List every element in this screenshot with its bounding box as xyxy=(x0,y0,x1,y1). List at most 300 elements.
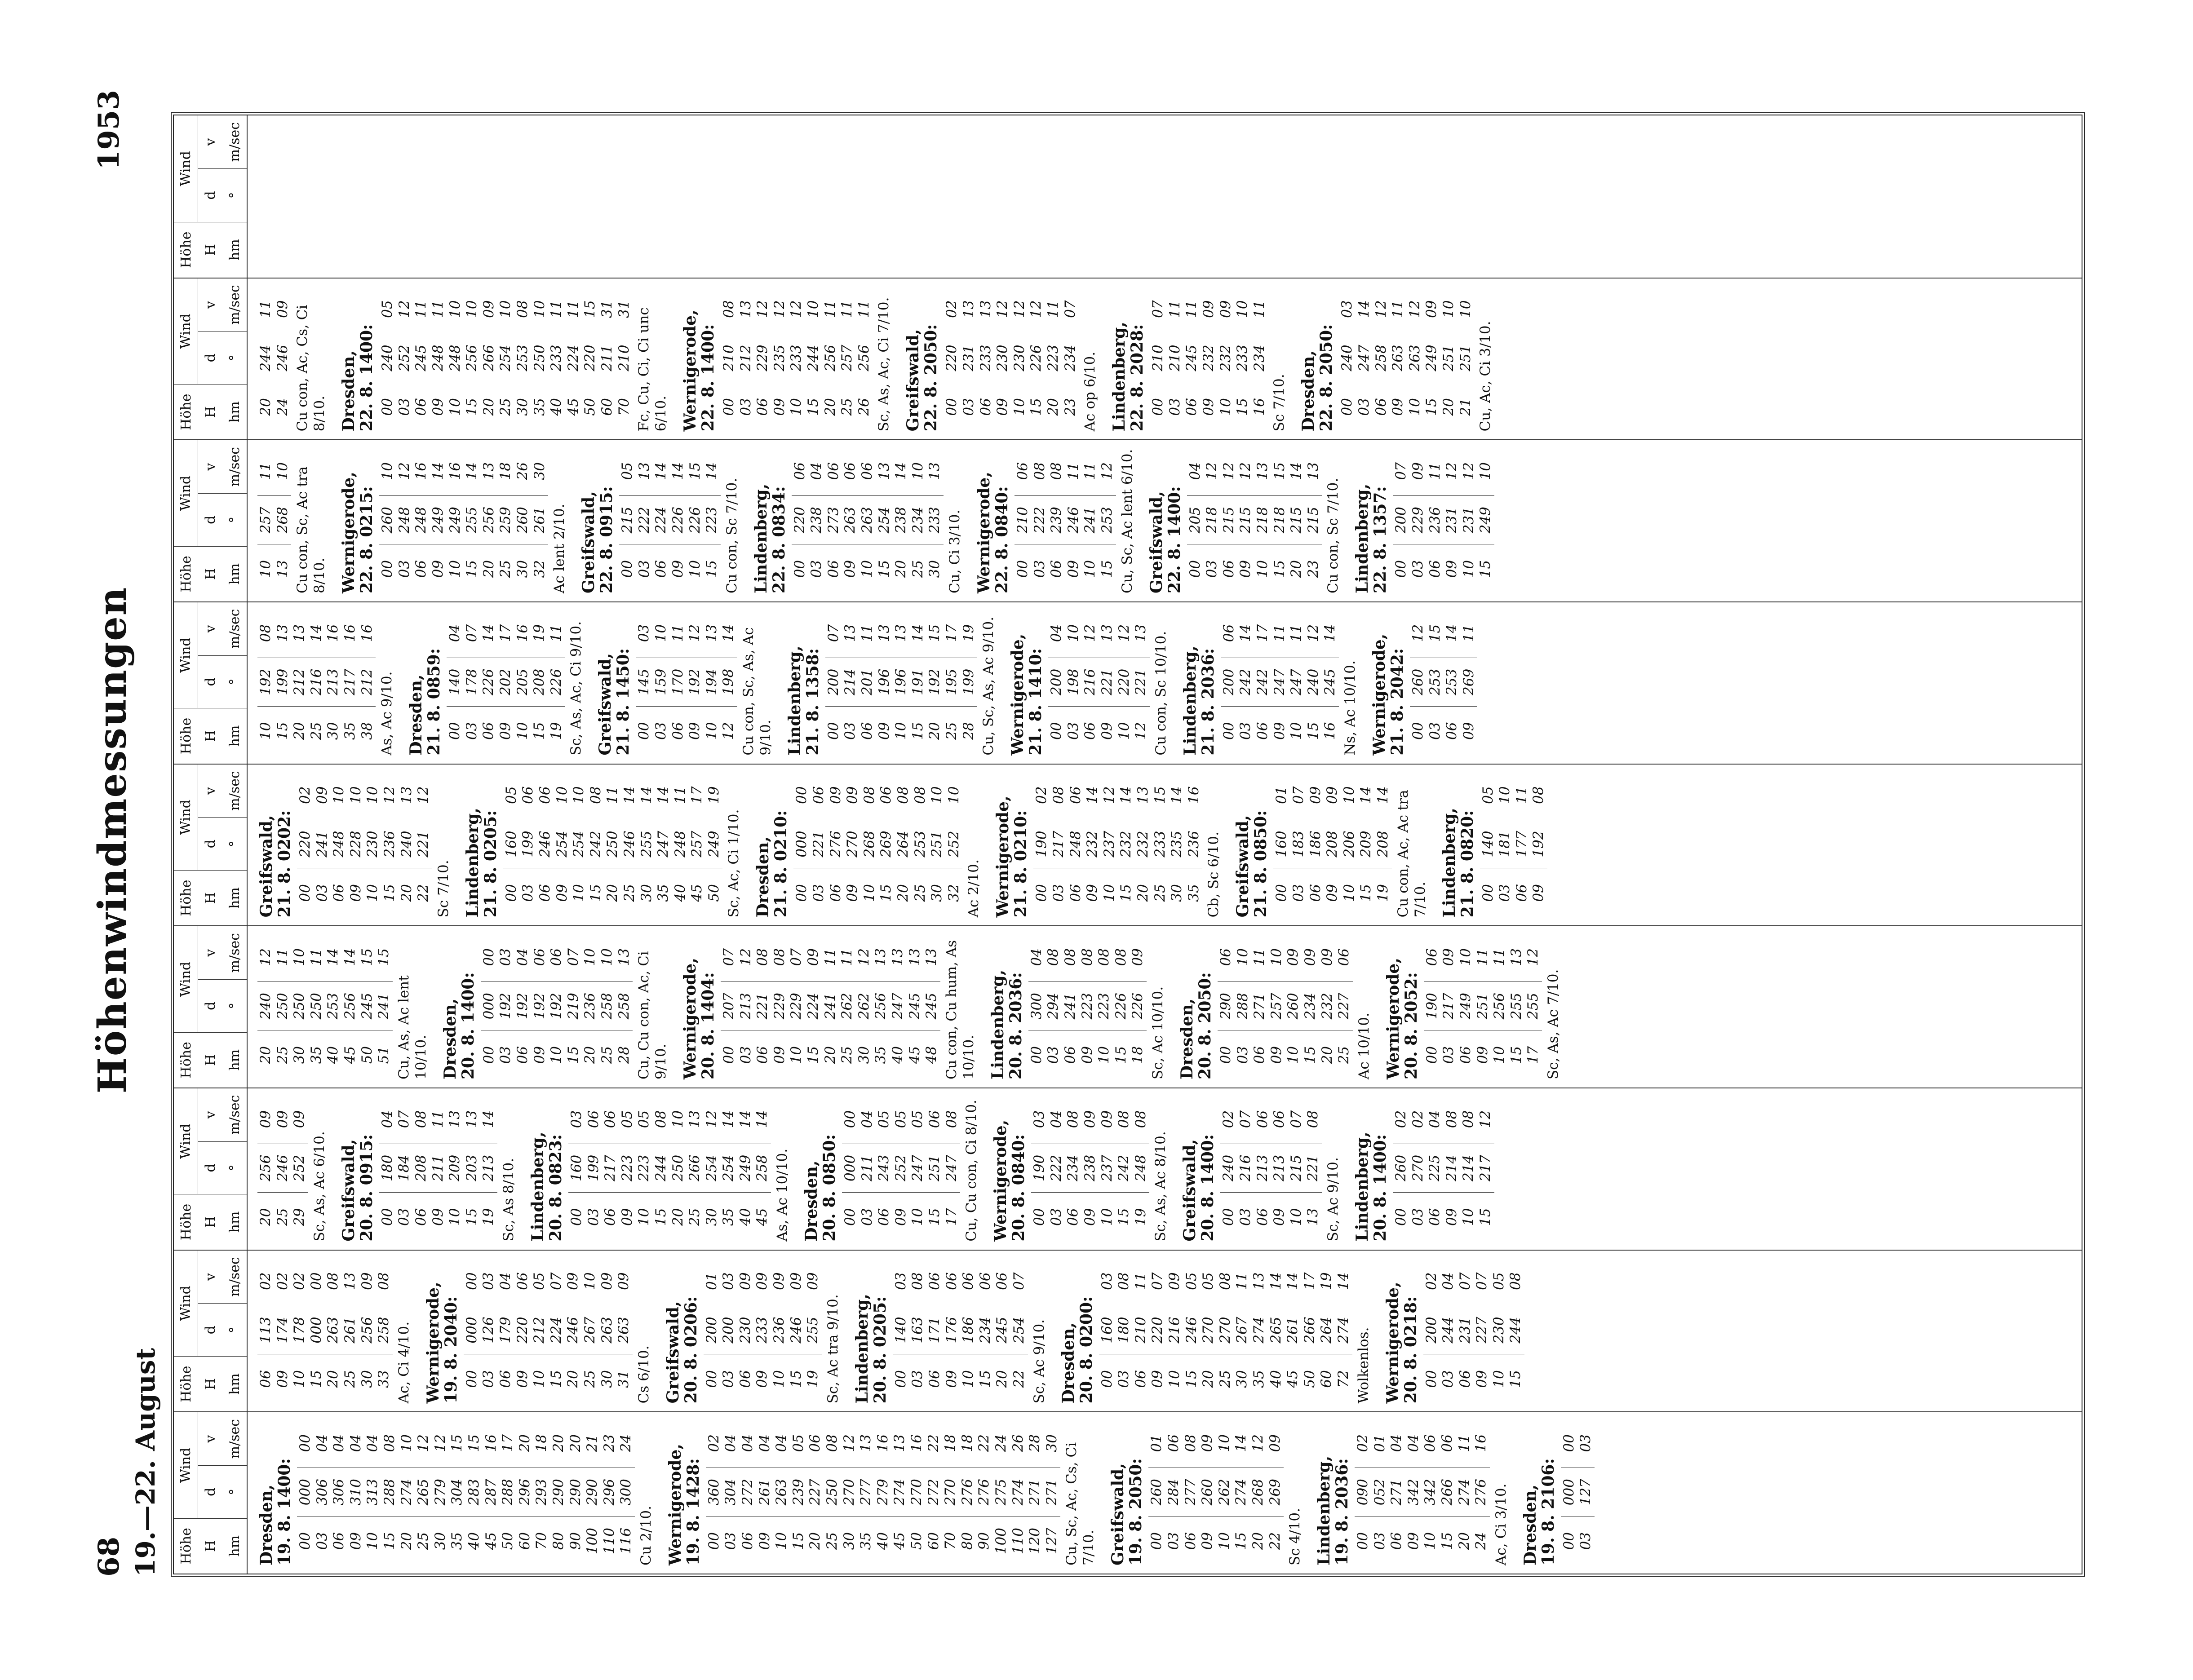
table-row xyxy=(1133,609,1150,756)
speed-cell: 15 xyxy=(1271,462,1288,480)
height-cell: 00 xyxy=(1393,560,1409,578)
height-cell: 10 xyxy=(447,1208,463,1226)
speed-cell: 21 xyxy=(584,1434,601,1452)
height-cell: 127 xyxy=(1043,1527,1060,1555)
speed-cell: 13 xyxy=(876,624,892,642)
height-cell: 06 xyxy=(497,1370,514,1388)
speed-cell: 06 xyxy=(943,1272,960,1290)
table-row xyxy=(497,447,514,593)
direction-cell: 113 xyxy=(257,1306,275,1355)
station-section xyxy=(407,609,585,756)
speed-cell: 06 xyxy=(1067,786,1084,804)
station-section xyxy=(786,609,997,756)
column-body xyxy=(248,1412,1606,1574)
header-v: v xyxy=(202,1435,218,1443)
height-cell: 15 xyxy=(790,1532,806,1550)
table-row xyxy=(929,771,946,918)
speed-cell: 15 xyxy=(582,300,598,318)
height-cell: 15 xyxy=(1358,884,1374,902)
speed-cell: 14 xyxy=(1444,624,1460,642)
speed-cell: 12 xyxy=(1525,948,1542,966)
direction-cell: 257 xyxy=(257,495,275,544)
direction-cell: 260 xyxy=(1285,981,1302,1030)
speed-cell: 11 xyxy=(1166,300,1183,318)
direction-cell: 241 xyxy=(376,981,393,1030)
speed-cell: 11 xyxy=(669,624,686,642)
direction-cell: 258 xyxy=(616,981,633,1030)
header-wind: Wind xyxy=(174,440,198,546)
direction-cell: 263 xyxy=(1390,334,1407,383)
table-row xyxy=(601,1419,618,1565)
height-cell: 10 xyxy=(1096,1046,1112,1064)
station-name: Wernigerode, xyxy=(423,1282,443,1404)
direction-cell: 253 xyxy=(514,334,532,383)
speed-cell: 10 xyxy=(582,948,598,966)
table-row xyxy=(550,1419,567,1565)
speed-cell: 09 xyxy=(737,1272,753,1290)
station-datetime: 20. 8. 1400: xyxy=(1370,1134,1390,1242)
header-wind: Wind xyxy=(174,602,198,708)
direction-cell: 239 xyxy=(1048,495,1065,544)
table-row xyxy=(1474,1257,1491,1404)
height-cell: 09 xyxy=(430,560,446,578)
station-datetime: 21. 8. 1450: xyxy=(614,648,633,756)
cloud-note: Cu con, Ac, Ac tra 7/10. xyxy=(1395,790,1428,918)
direction-cell: 276 xyxy=(959,1468,976,1516)
table-row xyxy=(876,609,893,756)
speed-cell: 05 xyxy=(909,1110,926,1128)
table-row xyxy=(1200,1257,1217,1404)
table-row xyxy=(582,285,599,432)
station-datetime: 21. 8. 0859: xyxy=(425,648,444,756)
speed-cell: 09 xyxy=(1285,948,1302,966)
height-cell: 06 xyxy=(413,560,430,578)
table-row xyxy=(275,285,292,432)
height-cell: 06 xyxy=(1067,884,1084,902)
height-cell: 20 xyxy=(604,884,621,902)
direction-cell: 211 xyxy=(859,1144,876,1193)
height-cell: 00 xyxy=(379,560,396,578)
table-row xyxy=(1305,1095,1322,1242)
direction-cell: 267 xyxy=(582,1306,599,1355)
direction-cell: 276 xyxy=(828,820,845,869)
table-row xyxy=(1011,285,1028,432)
direction-cell: 306 xyxy=(314,1468,331,1516)
direction-cell: 264 xyxy=(895,820,912,869)
speed-cell: 13 xyxy=(737,300,754,318)
table-row xyxy=(1118,771,1135,918)
height-cell: 45 xyxy=(483,1532,499,1550)
table-row xyxy=(670,1095,687,1242)
header-deg: ° xyxy=(222,331,247,384)
table-row xyxy=(1113,933,1130,1079)
height-cell: 06 xyxy=(536,884,553,902)
table-row xyxy=(788,933,805,1079)
table-row xyxy=(1324,771,1341,918)
speed-cell: 06 xyxy=(1165,1434,1182,1452)
direction-cell: 260 xyxy=(514,495,532,544)
height-cell: 10 xyxy=(893,722,909,740)
table-column xyxy=(174,115,2082,278)
table-row xyxy=(599,933,616,1079)
speed-cell: 09 xyxy=(771,1272,788,1290)
height-cell: 09 xyxy=(771,398,788,416)
table-row xyxy=(497,609,514,756)
direction-cell: 260 xyxy=(1199,1468,1216,1516)
direction-cell: 126 xyxy=(480,1306,497,1355)
height-cell: 15 xyxy=(1439,1532,1456,1550)
table-row xyxy=(582,933,599,1079)
height-cell: 10 xyxy=(514,722,531,740)
speed-cell: 13 xyxy=(1099,624,1115,642)
height-cell: 20 xyxy=(893,560,909,578)
table-row xyxy=(1372,1419,1389,1565)
speed-cell: 08 xyxy=(771,948,788,966)
direction-cell: 247 xyxy=(1356,334,1373,383)
direction-cell: 260 xyxy=(1410,658,1427,707)
table-row xyxy=(1405,1419,1422,1565)
table-row xyxy=(720,609,737,756)
direction-cell: 192 xyxy=(532,981,549,1030)
direction-cell: 210 xyxy=(1015,495,1032,544)
speed-cell: 06 xyxy=(531,948,548,966)
station-datetime: 20. 8. 0206: xyxy=(681,1296,700,1404)
table-row xyxy=(893,447,910,593)
speed-cell: 10 xyxy=(669,1110,686,1128)
speed-cell: 14 xyxy=(737,1110,753,1128)
direction-cell: 224 xyxy=(548,1306,565,1355)
direction-cell: 269 xyxy=(878,820,895,869)
cloud-note: Cu con, Sc, As, Ac 9/10. xyxy=(740,627,774,756)
height-cell: 22 xyxy=(1267,1532,1283,1550)
table-row xyxy=(878,771,895,918)
direction-cell: 208 xyxy=(1324,820,1341,869)
height-cell: 20 xyxy=(257,398,274,416)
direction-cell: 230 xyxy=(994,334,1011,383)
height-cell: 25 xyxy=(274,1208,291,1226)
height-cell: 15 xyxy=(1118,884,1134,902)
direction-cell: 224 xyxy=(565,334,582,383)
table-row xyxy=(771,285,789,432)
speed-cell: 04 xyxy=(514,948,531,966)
speed-cell: 06 xyxy=(960,1272,977,1290)
table-row xyxy=(994,1257,1011,1404)
speed-cell: 06 xyxy=(878,786,895,804)
station-name: Lindenberg, xyxy=(1180,645,1200,756)
header-hoehe: Höhe xyxy=(174,870,198,925)
table-row xyxy=(636,609,653,756)
speed-cell: 15 xyxy=(1152,786,1168,804)
header-deg: ° xyxy=(222,1465,247,1518)
table-row xyxy=(619,447,636,593)
column-header xyxy=(174,279,248,440)
height-cell: 15 xyxy=(464,398,480,416)
table-row xyxy=(1099,609,1116,756)
table-row xyxy=(636,1095,653,1242)
direction-cell: 217 xyxy=(1050,820,1068,869)
direction-cell: 245 xyxy=(923,981,940,1030)
table-row xyxy=(514,1257,532,1404)
header-deg: ° xyxy=(222,817,247,870)
direction-cell: 230 xyxy=(1491,1306,1508,1355)
speed-cell: 08 xyxy=(909,1272,926,1290)
cloud-note: Sc, As 8/10. xyxy=(500,1158,517,1242)
direction-cell: 261 xyxy=(1285,1306,1302,1355)
speed-cell: 12 xyxy=(1116,624,1132,642)
table-row xyxy=(1458,933,1475,1079)
speed-cell: 13 xyxy=(961,300,977,318)
height-cell: 28 xyxy=(616,1046,632,1064)
height-cell: 18 xyxy=(1130,1046,1146,1064)
speed-cell: 12 xyxy=(1082,624,1099,642)
column-header xyxy=(174,1088,248,1250)
height-cell: 22 xyxy=(415,884,432,902)
height-cell: 09 xyxy=(1268,1046,1285,1064)
table-row xyxy=(430,285,447,432)
direction-cell: 240 xyxy=(1339,334,1356,383)
speed-cell: 03 xyxy=(480,1272,497,1290)
table-row xyxy=(1050,771,1068,918)
direction-cell: 254 xyxy=(704,1144,721,1193)
height-cell: 00 xyxy=(1015,560,1031,578)
table-row xyxy=(359,609,376,756)
header-H: H xyxy=(198,546,222,601)
table-row xyxy=(1290,771,1307,918)
speed-cell: 19 xyxy=(705,786,722,804)
speed-cell: 11 xyxy=(1427,462,1443,480)
direction-cell: 246 xyxy=(275,334,292,383)
speed-cell: 06 xyxy=(1336,948,1352,966)
speed-cell: 02 xyxy=(257,1272,274,1290)
station-name: Wernigerode, xyxy=(1369,633,1389,756)
table-row xyxy=(548,285,565,432)
speed-cell: 12 xyxy=(396,300,412,318)
height-cell: 09 xyxy=(1099,722,1115,740)
table-row xyxy=(1237,447,1254,593)
column-body xyxy=(248,279,1506,440)
direction-cell: 263 xyxy=(616,1306,633,1355)
height-cell: 20 xyxy=(895,884,912,902)
height-cell: 10 xyxy=(1116,722,1132,740)
direction-cell: 140 xyxy=(1480,820,1497,869)
speed-cell: 16 xyxy=(359,624,375,642)
header-d: d xyxy=(198,655,222,708)
table-row xyxy=(653,609,670,756)
speed-cell: 14 xyxy=(430,462,446,480)
speed-cell: 13 xyxy=(291,624,308,642)
direction-cell: 248 xyxy=(413,495,430,544)
table-row xyxy=(944,1257,961,1404)
height-cell: 06 xyxy=(876,1208,892,1226)
table-row xyxy=(430,447,447,593)
station-name: Dresden, xyxy=(1299,350,1318,432)
speed-cell: 08 xyxy=(381,1434,398,1452)
direction-cell: 258 xyxy=(376,1306,393,1355)
direction-cell: 220 xyxy=(1116,658,1133,707)
table-row xyxy=(737,1257,754,1404)
speed-cell: 06 xyxy=(1220,624,1237,642)
table-row xyxy=(859,447,876,593)
station-name: Dresden, xyxy=(753,836,773,918)
direction-cell: 214 xyxy=(1460,1144,1477,1193)
table-row xyxy=(500,1419,517,1565)
speed-cell: 09 xyxy=(314,786,330,804)
speed-cell: 10 xyxy=(1234,300,1251,318)
height-cell: 10 xyxy=(1288,1208,1304,1226)
height-cell: 03 xyxy=(396,398,412,416)
height-cell: 09 xyxy=(842,560,859,578)
table-row xyxy=(291,609,308,756)
height-cell: 50 xyxy=(359,1046,375,1064)
station-name: Dresden, xyxy=(407,674,426,756)
height-cell: 20 xyxy=(1045,398,1061,416)
speed-cell: 11 xyxy=(430,1110,446,1128)
speed-cell: 04 xyxy=(1427,1110,1443,1128)
height-cell: 06 xyxy=(859,722,876,740)
table-row xyxy=(359,1257,376,1404)
direction-cell: 171 xyxy=(926,1306,944,1355)
height-cell: 00 xyxy=(1033,884,1050,902)
table-row xyxy=(568,1095,585,1242)
table-row xyxy=(1116,1257,1133,1404)
speed-cell: 04 xyxy=(1048,1110,1064,1128)
height-cell: 40 xyxy=(672,884,688,902)
speed-cell: 06 xyxy=(1439,1434,1456,1452)
height-cell: 40 xyxy=(874,1532,891,1550)
direction-cell: 206 xyxy=(1341,820,1358,869)
table-row xyxy=(466,1419,483,1565)
height-cell: 29 xyxy=(291,1208,308,1226)
table-row xyxy=(1183,1257,1201,1404)
speed-cell: 12 xyxy=(1406,300,1423,318)
direction-cell: 212 xyxy=(291,658,308,707)
table-row xyxy=(908,1419,926,1565)
table-row xyxy=(636,447,653,593)
table-row xyxy=(537,771,554,918)
table-row xyxy=(1218,285,1235,432)
height-cell: 00 xyxy=(721,1046,737,1064)
direction-cell: 246 xyxy=(1183,1306,1201,1355)
height-cell: 25 xyxy=(1336,1046,1352,1064)
height-cell: 45 xyxy=(341,1046,358,1064)
header-hoehe: Höhe xyxy=(174,1032,198,1088)
height-cell: 09 xyxy=(1237,560,1254,578)
direction-cell: 253 xyxy=(1444,658,1461,707)
speed-cell: 05 xyxy=(1480,786,1496,804)
speed-cell: 09 xyxy=(1409,462,1426,480)
height-cell: 03 xyxy=(1356,398,1372,416)
table-row xyxy=(720,1257,737,1404)
table-row xyxy=(483,1419,500,1565)
height-cell: 03 xyxy=(1166,398,1183,416)
height-cell: 00 xyxy=(1409,722,1426,740)
station-datetime: 22. 8. 2050: xyxy=(1317,324,1336,432)
direction-cell: 274 xyxy=(891,1468,908,1516)
table-row xyxy=(1235,933,1252,1079)
cloud-note: Cu, Cu con, Ac, Ci 9/10. xyxy=(636,951,669,1080)
direction-cell: 234 xyxy=(1302,981,1319,1030)
direction-cell: 250 xyxy=(291,981,308,1030)
height-cell: 06 xyxy=(1062,1046,1078,1064)
direction-cell: 208 xyxy=(1375,820,1392,869)
height-cell: 06 xyxy=(827,884,844,902)
direction-cell: 245 xyxy=(1183,334,1201,383)
height-cell: 15 xyxy=(805,1046,822,1064)
direction-cell: 212 xyxy=(531,1306,548,1355)
speed-cell: 07 xyxy=(1062,300,1078,318)
table-row xyxy=(909,1095,926,1242)
height-cell: 00 xyxy=(619,560,636,578)
height-cell: 20 xyxy=(565,1370,581,1388)
height-cell: 23 xyxy=(1305,560,1321,578)
speed-cell: 05 xyxy=(892,1110,909,1128)
header-deg: ° xyxy=(222,1303,247,1356)
speed-cell: 17 xyxy=(944,624,960,642)
table-row xyxy=(1099,1257,1116,1404)
speed-cell: 12 xyxy=(381,786,398,804)
speed-cell: 08 xyxy=(1112,948,1129,966)
height-cell: 09 xyxy=(844,884,861,902)
table-row xyxy=(670,447,687,593)
speed-cell: 14 xyxy=(1169,786,1185,804)
table-row xyxy=(1341,771,1358,918)
station-datetime: 19. 8. 2036: xyxy=(1333,1458,1352,1565)
height-cell: 20 xyxy=(1440,398,1457,416)
table-row xyxy=(808,447,825,593)
speed-cell: 12 xyxy=(1409,624,1426,642)
table-row xyxy=(1028,933,1046,1079)
height-cell: 06 xyxy=(1457,1370,1473,1388)
direction-cell: 223 xyxy=(636,1144,653,1193)
table-row xyxy=(381,771,399,918)
speed-cell: 16 xyxy=(413,462,430,480)
table-row xyxy=(1427,1095,1444,1242)
table-row xyxy=(415,771,432,918)
speed-cell: 11 xyxy=(859,624,876,642)
speed-cell: 12 xyxy=(1028,300,1045,318)
height-cell: 06 xyxy=(413,398,430,416)
table-row xyxy=(257,285,275,432)
station-datetime: 21. 8. 0820: xyxy=(1458,810,1477,918)
speed-cell: 08 xyxy=(1217,1272,1233,1290)
cloud-note: Sc, As, Ac 6/10. xyxy=(311,1131,328,1242)
direction-cell: 252 xyxy=(946,820,963,869)
height-cell: 30 xyxy=(926,560,943,578)
table-column xyxy=(174,1250,2082,1412)
speed-cell: 09 xyxy=(1217,300,1234,318)
height-cell: 15 xyxy=(1233,1532,1249,1550)
table-column xyxy=(174,925,2082,1088)
header-H: H xyxy=(198,870,222,925)
direction-cell: 257 xyxy=(1268,981,1285,1030)
header-hoehe: Höhe xyxy=(174,708,198,763)
height-cell: 25 xyxy=(341,1370,358,1388)
direction-cell: 254 xyxy=(720,1144,737,1193)
direction-cell: 262 xyxy=(1216,1468,1233,1516)
direction-cell: 183 xyxy=(1290,820,1307,869)
table-row xyxy=(447,285,464,432)
speed-cell: 00 xyxy=(842,1110,859,1128)
direction-cell: 199 xyxy=(520,820,537,869)
speed-cell: 26 xyxy=(1010,1434,1026,1452)
direction-cell: 000 xyxy=(308,1306,325,1355)
speed-cell: 10 xyxy=(1457,300,1474,318)
table-row xyxy=(1101,771,1118,918)
direction-cell: 294 xyxy=(1045,981,1062,1030)
table-row xyxy=(1318,1257,1335,1404)
direction-cell: 270 xyxy=(1410,1144,1427,1193)
height-cell: 25 xyxy=(687,1208,703,1226)
